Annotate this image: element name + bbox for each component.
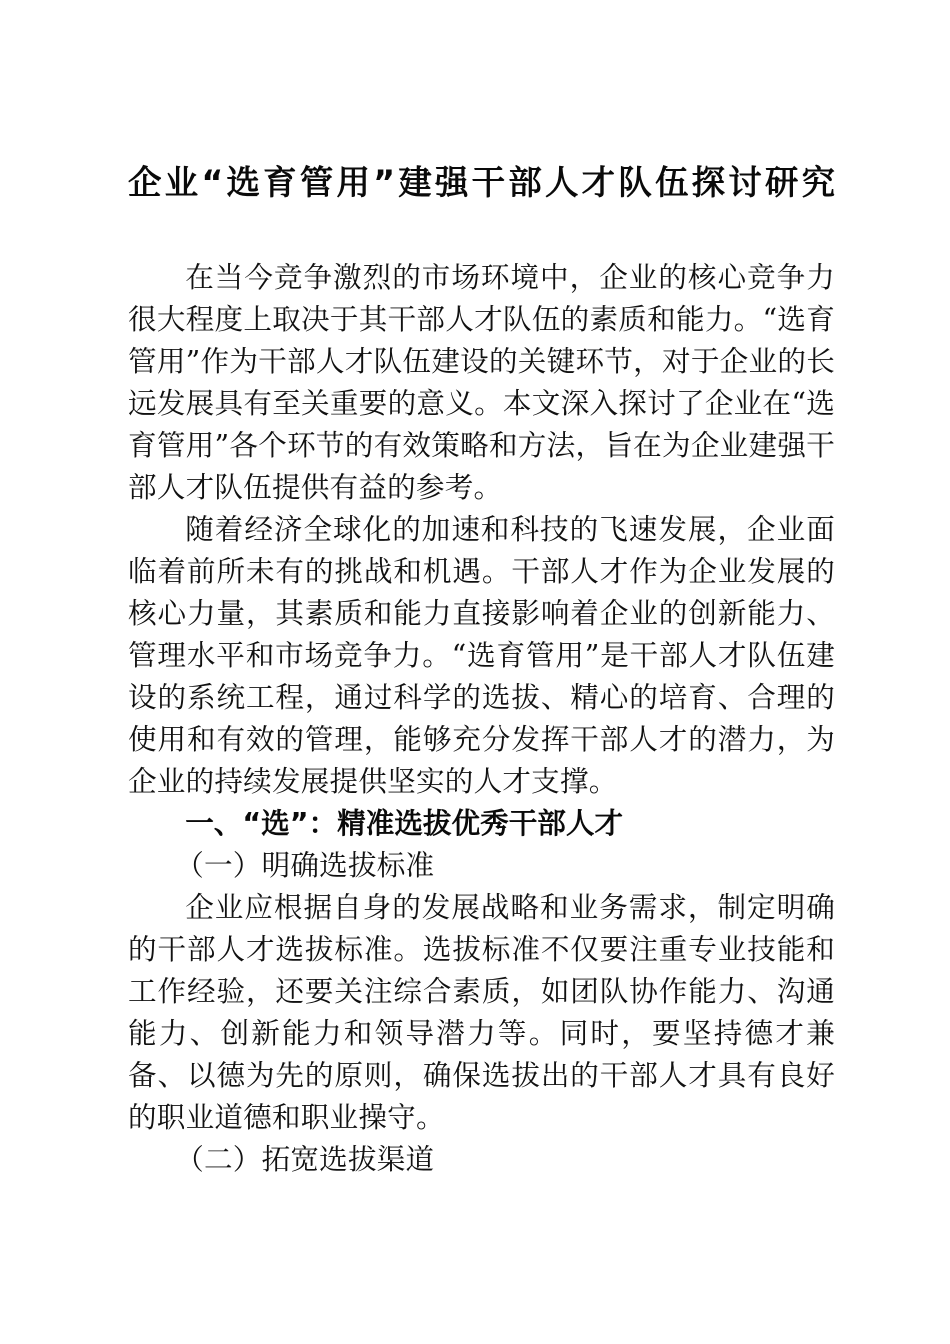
body-paragraph-2: 随着经济全球化的加速和科技的飞速发展，企业面临着前所未有的挑战和机遇。干部人才作为企业发展的核心力量，其素质和能力直接影响着企业的创新能力、管理水平和市场竞争力。“选育管用”是干部人才队伍建设的系统工程，通过科学的选拔、精心的培育、合理的使用和有效的管理，能够充分发挥干部人才的潜力，为企业的持续发展提供坚实的人才支撑。	[128, 512, 835, 798]
section-heading-1: 一、“选”：精准选拔优秀干部人才	[185, 806, 624, 840]
page-title: 企业“选育管用”建强干部人才队伍探讨研究	[128, 163, 835, 202]
document-content	[128, 0, 835, 1180]
body-paragraph-1: 在当今竞争激烈的市场环境中，企业的核心竞争力很大程度上取决于其干部人才队伍的素质和能力。“选育管用”作为干部人才队伍建设的关键环节，对于企业的长远发展具有至关重要的意义。本文深入探讨了企业在“选育管用”各个环节的有效策略和方法，旨在为企业建强干部人才队伍提供有益的参考。	[128, 260, 835, 504]
subsection-heading-1: （一）明确选拔标准	[175, 848, 435, 882]
subsection-heading-2: （二）拓宽选拔渠道	[175, 1142, 435, 1176]
body-paragraph-3: 企业应根据自身的发展战略和业务需求，制定明确的干部人才选拔标准。选拔标准不仅要注重专业技能和工作经验，还要关注综合素质，如团队协作能力、沟通能力、创新能力和领导潜力等。同时，要坚持德才兼备、以德为先的原则，确保选拔出的干部人才具有良好的职业道德和职业操守。	[128, 890, 835, 1134]
